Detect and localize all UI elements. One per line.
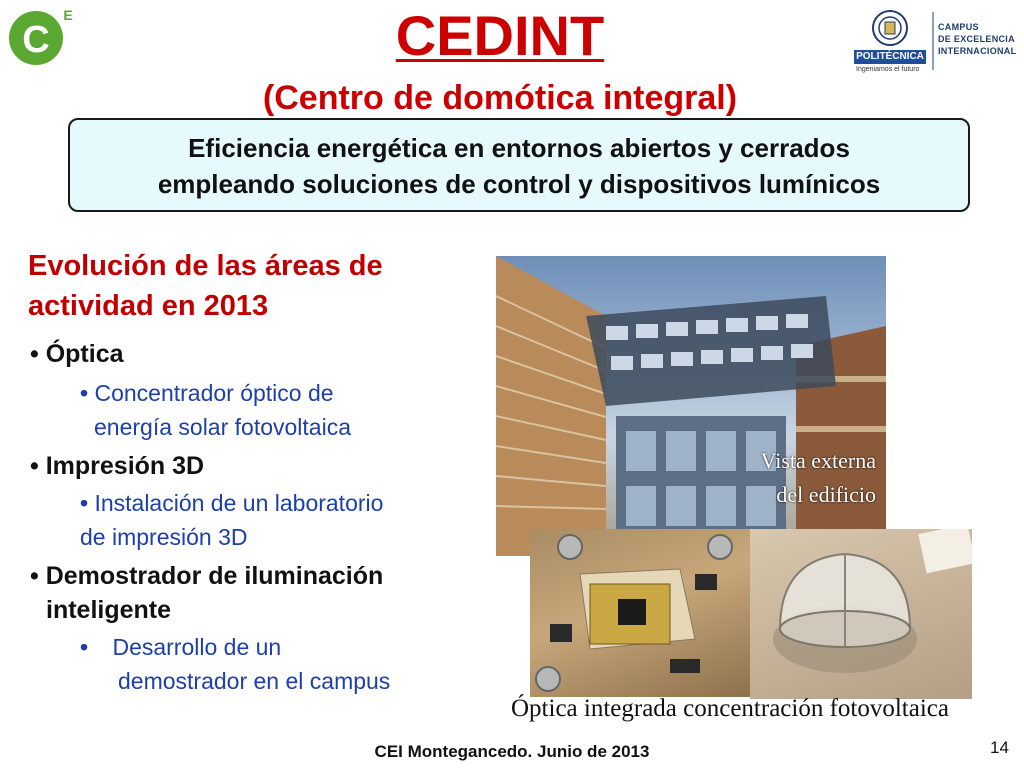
- section-heading-line-1: Evolución de las áreas de: [28, 250, 383, 282]
- list-item-label-line-2: inteligente: [46, 596, 172, 624]
- sub-item-demostrador-1: [80, 630, 281, 664]
- svg-text:E: E: [63, 7, 73, 23]
- sub-item-optica-1: [80, 376, 334, 410]
- campus-line-2: DE EXCELENCIA: [938, 34, 1015, 44]
- sub-item-text: Instalación de un laboratorio: [94, 490, 384, 516]
- list-item-impresion-3d: [30, 450, 204, 482]
- sub-item-optica-2: energía solar fotovoltaica: [94, 414, 351, 440]
- optical-device-photo: [530, 529, 750, 697]
- bullet: •: [80, 490, 89, 516]
- building-caption-line-1: Vista externa: [760, 448, 876, 473]
- building-photo: [496, 256, 886, 556]
- bullet: •: [30, 452, 39, 480]
- sub-item-impresion-2: de impresión 3D: [80, 524, 248, 550]
- bullet: •: [80, 634, 89, 660]
- lens-illustration: [750, 529, 972, 699]
- bullet: •: [30, 340, 39, 368]
- footer-text: CEI Montegancedo. Junio de 2013: [374, 742, 650, 761]
- page-title: CEDINT: [395, 4, 605, 67]
- section-heading-line-2: actividad en 2013: [28, 290, 269, 322]
- logo-divider: [932, 12, 934, 70]
- highlight-line-2: empleando soluciones de control y dispositivos lumínicos: [157, 169, 881, 199]
- photo-caption-bottom: Óptica integrada concentración fotovoltaica: [511, 695, 949, 722]
- sub-item-text: Concentrador óptico de: [94, 380, 334, 406]
- upm-campus-logo: [852, 8, 1018, 74]
- page-subtitle: (Centro de domótica integral): [262, 79, 738, 117]
- building-caption-line-2: del edificio: [776, 482, 876, 507]
- lens-photo: [750, 529, 972, 699]
- list-item-optica: [30, 338, 124, 370]
- upm-label: POLITÉCNICA: [854, 50, 926, 64]
- list-item-label-line-1: Demostrador de iluminación: [45, 562, 384, 590]
- page-number: 14: [990, 738, 1009, 757]
- svg-text:C: C: [22, 19, 50, 61]
- upm-tagline: Ingeniamos el futuro: [856, 66, 920, 73]
- bullet: •: [80, 380, 89, 406]
- campus-line-1: CAMPUS: [938, 22, 979, 32]
- list-item-label: Óptica: [45, 340, 124, 368]
- campus-line-3: INTERNACIONAL: [938, 46, 1017, 56]
- list-item-demostrador: [30, 560, 383, 592]
- section-heading: [28, 246, 498, 326]
- sub-item-text: Desarrollo de un: [112, 634, 282, 660]
- sub-item-impresion-1: [80, 486, 383, 520]
- list-item-label: Impresión 3D: [45, 452, 205, 480]
- highlight-line-1: Eficiencia energética en entornos abiertos y cerrados: [188, 133, 850, 163]
- upm-seal-icon: [870, 8, 910, 48]
- building-caption: [761, 444, 876, 512]
- sub-item-demostrador-2: demostrador en el campus: [118, 668, 391, 694]
- optical-device-illustration: [530, 529, 750, 697]
- highlight-box: [68, 118, 970, 212]
- bullet: •: [30, 562, 39, 590]
